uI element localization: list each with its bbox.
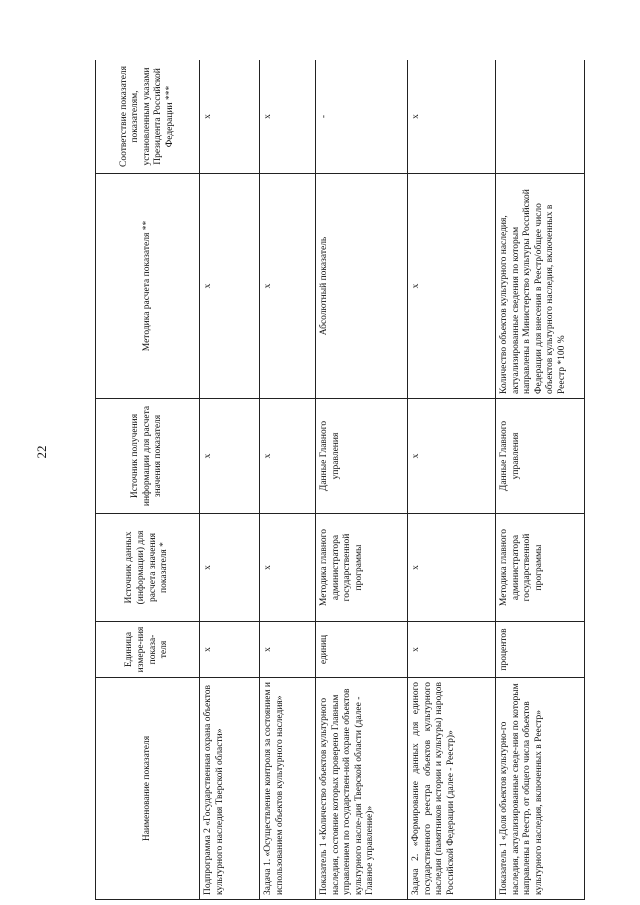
row-decree: x	[200, 60, 260, 174]
row-info-source: Данные Главного управления	[316, 399, 408, 514]
row-name: Показатель 1 «Количество объектов культурного наследия, состояние которых проверено Главным управлением по государствен-ной охране объектов культурного насле-дия Тверской области (далее - Главное управление)»	[316, 678, 408, 900]
row-data-source: x	[200, 514, 260, 622]
row-data-source: x	[260, 514, 316, 622]
row-decree: -	[316, 60, 408, 174]
row-unit: процентов	[496, 622, 585, 678]
header-unit: Единица измере-ния показа-теля	[96, 622, 200, 678]
indicators-table	[95, 60, 585, 900]
row-method: x	[260, 174, 316, 399]
row-method: x	[408, 174, 496, 399]
row-name: Задача 1. «Осуществление контроля за состоянием и использованием объектов культурного наследия»	[260, 678, 316, 900]
row-name: Показатель 1 «Доля объектов культурно-го наследия, актуализированные сведе-ния по которым направлены в Реестр, от общего числа объектов культурного наследия, включенных в Реестр»	[496, 678, 585, 900]
table-row	[496, 60, 585, 900]
header-row	[96, 60, 200, 900]
header-method: Методика расчета показателя **	[96, 174, 200, 399]
row-method: Абсолютный показатель	[316, 174, 408, 399]
header-data-source: Источник данных (информации) для расчета значения показателя *	[96, 514, 200, 622]
row-name: Задача 2. «Формирование данных для единого государственного реестра объектов культурного наследия (памятников истории и культуры) народов Российской Федерации (далее - Реестр)»	[408, 678, 496, 900]
row-data-source: x	[408, 514, 496, 622]
row-info-source: x	[200, 399, 260, 514]
row-method: Количество объектов культурного наследия, актуализированные сведения по которым направлены в Министерство культуры Российской Федерации для внесения в Реестр/общее число объектов культурного наследия, включенных в Реестр *100 %	[496, 174, 585, 399]
row-info-source: x	[260, 399, 316, 514]
row-data-source: Методика главного администратора государственной программы	[316, 514, 408, 622]
row-unit: x	[408, 622, 496, 678]
header-info-source: Источник получения информации для расчета значения показателя	[96, 399, 200, 514]
row-info-source: x	[408, 399, 496, 514]
table-row	[316, 60, 408, 900]
row-decree: x	[408, 60, 496, 174]
table-row	[408, 60, 496, 900]
rotated-table-container	[95, 60, 585, 900]
table-row	[200, 60, 260, 900]
row-decree: x	[260, 60, 316, 174]
row-data-source: Методика главного администратора государственной программы	[496, 514, 585, 622]
row-unit: единиц	[316, 622, 408, 678]
table-row	[260, 60, 316, 900]
row-name: Подпрограмма 2 «Государственная охрана объектов культурного наследия Тверской области»	[200, 678, 260, 900]
row-unit: x	[200, 622, 260, 678]
row-info-source: Данные Главного управления	[496, 399, 585, 514]
table-viewport	[95, 60, 585, 900]
row-decree	[496, 60, 585, 174]
row-method: x	[200, 174, 260, 399]
header-name: Наименование показателя	[96, 678, 200, 900]
header-decree: Соответствие показателя показателям, установленным указами Президента Российской Федерации ***	[96, 60, 200, 174]
page-number: 22	[34, 445, 49, 459]
row-unit: x	[260, 622, 316, 678]
